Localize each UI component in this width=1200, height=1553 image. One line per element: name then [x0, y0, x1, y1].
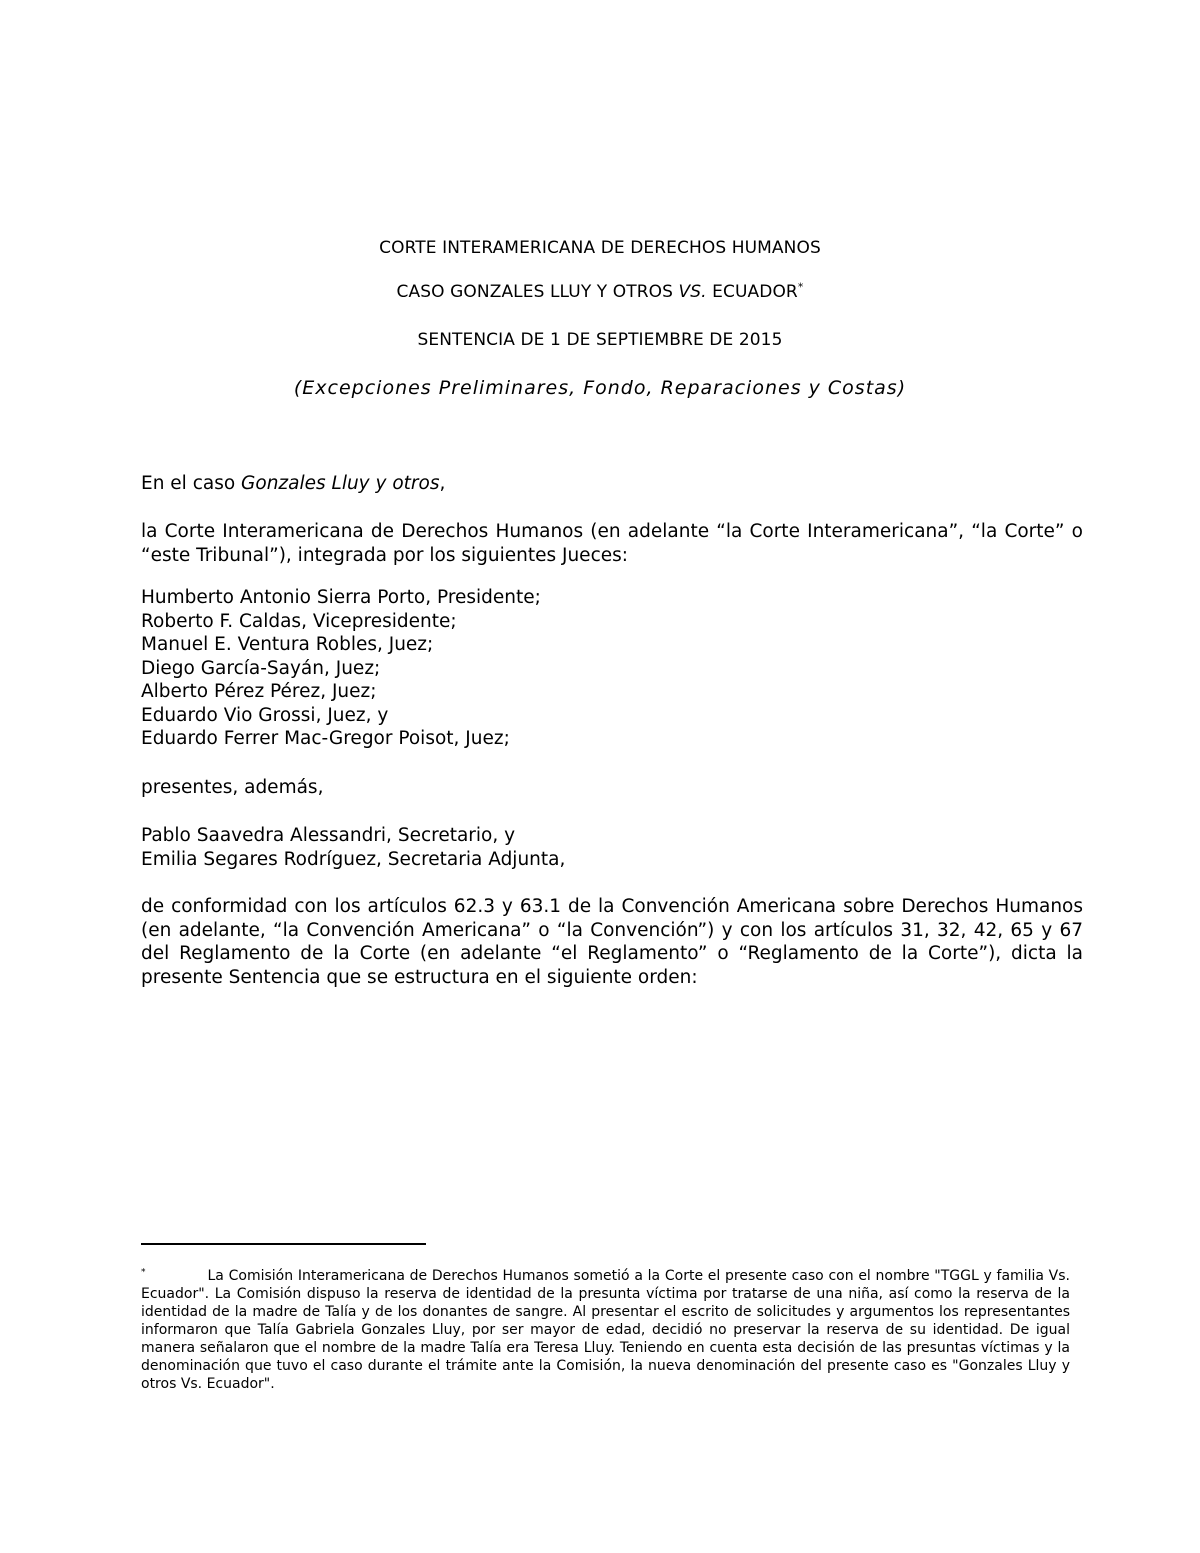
footnote [141, 1267, 1070, 1393]
intro-case-name: Gonzales Lluy y otros [241, 473, 440, 494]
footnote-text: La Comisión Interamericana de Derechos Humanos sometió a la Corte el presente caso con el nombre "TGGL y familia Vs. Ecuador". La Comisión dispuso la reserva de identidad de la presunta víctima por tratarse de una niña, así como la reserva de la identidad de la madre de Talía y de los donantes de sangre. Al presentar el escrito de solicitudes y argumentos los representantes informaron que Talía Gabriela Gonzales Lluy, por ser mayor de edad, decidió no preservar la reserva de su identidad. De igual manera señalaron que el nombre de la madre Talía era Teresa Lluy. Teniendo en cuenta esta decisión de las presuntas víctimas y la denominación que tuvo el caso durante el trámite ante la Comisión, la nueva denominación del presente caso es "Gonzales Lluy y otros Vs. Ecuador". [141, 1268, 1070, 1392]
intro-post: , [439, 473, 446, 494]
footnote-reference-mark: * [797, 280, 804, 294]
judge-item: Manuel E. Ventura Robles, Juez; [141, 634, 434, 655]
secretary-item: Pablo Saavedra Alessandri, Secretario, y [141, 825, 516, 846]
judge-item: Roberto F. Caldas, Vicepresidente; [141, 610, 457, 632]
footnote-separator [141, 1243, 426, 1245]
judge-item: Eduardo Ferrer Mac-Gregor Poisot, Juez; [141, 728, 510, 749]
secretary-item: Emilia Segares Rodríguez, Secretaria Adjunta, [141, 848, 566, 870]
intro-pre: En el caso [141, 473, 242, 494]
present-also-line: presentes, además, [141, 777, 324, 798]
judgment-subtitle: (Excepciones Preliminares, Fondo, Reparaciones y Costas) [293, 377, 907, 399]
judge-item: Alberto Pérez Pérez, Juez; [141, 681, 377, 702]
judges-list [141, 586, 1083, 751]
case-title-post: ECUADOR [706, 282, 798, 302]
judge-item: Diego García-Sayán, Juez; [141, 657, 381, 679]
case-title [0, 282, 1200, 302]
footnote-mark: * [141, 1267, 146, 1278]
case-title-pre: CASO GONZALES LLUY Y OTROS [396, 282, 679, 302]
court-paragraph: la Corte Interamericana de Derechos Humanos (en adelante “la Corte Interamericana”, “la Corte” o “este Tribunal”), integrada por los siguientes Jueces: [141, 521, 1083, 566]
judge-item: Eduardo Vio Grossi, Juez, y [141, 704, 389, 726]
case-title-vs: VS. [678, 282, 707, 302]
judgment-date: SENTENCIA DE 1 DE SEPTIEMBRE DE 2015 [417, 330, 783, 350]
secretaries-list [141, 824, 1083, 871]
intro-line [141, 472, 1083, 496]
court-heading: CORTE INTERAMERICANA DE DERECHOS HUMANOS [379, 238, 821, 258]
conformity-paragraph: de conformidad con los artículos 62.3 y 63.1 de la Convención Americana sobre Derechos Humanos (en adelante, “la Convención Americana” o “la Convención”) y con los artículos 31, 32, 42, 65 y 67 del Reglamento de la Corte (en adelante “el Reglamento” o “Reglamento de la Corte”), dicta la presente Sentencia que se estructura en el siguiente orden: [141, 896, 1083, 988]
judge-item: Humberto Antonio Sierra Porto, Presidente; [141, 587, 541, 608]
